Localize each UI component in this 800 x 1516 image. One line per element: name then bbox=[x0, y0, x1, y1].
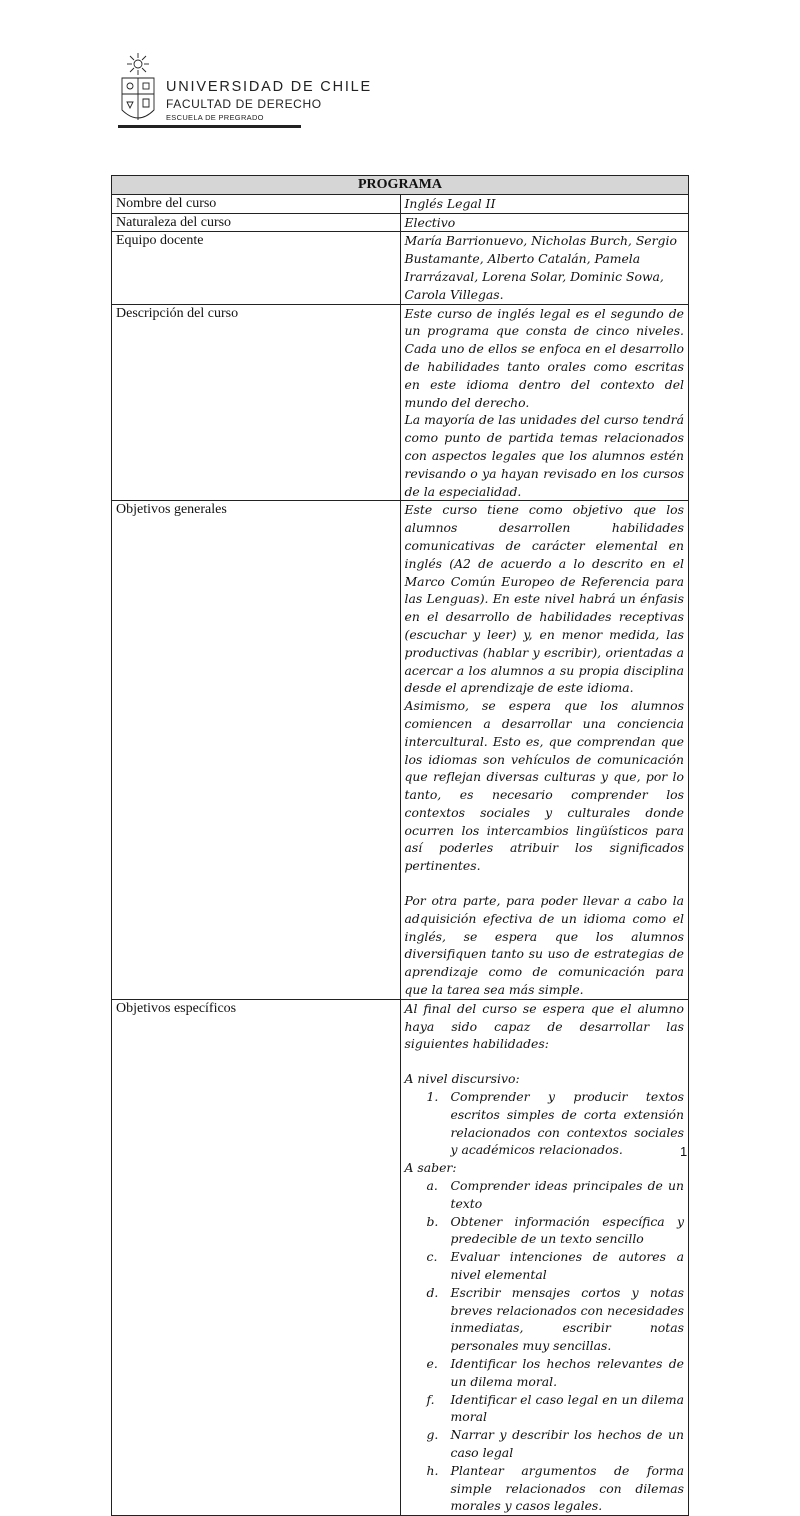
university-name: UNIVERSIDAD DE CHILE bbox=[166, 79, 373, 95]
list-item-text: Comprender ideas principales de un texto bbox=[450, 1178, 684, 1211]
list-marker: d. bbox=[426, 1284, 439, 1300]
table-row bbox=[112, 501, 689, 1000]
paragraph: Por otra parte, para poder llevar a cabo la adquisición efectiva de un idioma como el inglés, se espera que los alumnos diversifiquen tanto su uso de estrategias de aprendizaje como de comunicación para que la tarea sea más simple. bbox=[404, 893, 684, 998]
paragraph: Al final del curso se espera que el alumno haya sido capaz de desarrollar las siguientes habilidades: bbox=[404, 1000, 684, 1052]
table-title-row bbox=[112, 176, 689, 195]
list-item bbox=[405, 1248, 685, 1284]
list-marker: b. bbox=[426, 1213, 439, 1229]
list-marker: a. bbox=[426, 1178, 438, 1194]
page-number: 1 bbox=[680, 1144, 688, 1159]
list-marker: f. bbox=[426, 1391, 435, 1407]
list-marker: e. bbox=[426, 1356, 438, 1371]
table-row bbox=[112, 213, 689, 232]
paragraph: Este curso tiene como objetivo que los alumnos desarrollen habilidades comunicativas de carácter elemental en inglés (A2 de acuerdo a lo descrito en el Marco Común Europeo de Referencia para las Lenguas). En este nivel habrá un énfasis en el desarrollo de habilidades receptivas (escuchar y leer) y, en menor medida, las productivas (hablar y escribir), orientadas a acercar a los alumnos a su propia disciplina desde el aprendizaje de este idioma. bbox=[404, 502, 684, 696]
program-table bbox=[111, 175, 689, 1516]
list-item-text: Escribir mensajes cortos y notas breves relacionados con necesidades inmediatas, escribir notas personales muy sencillas. bbox=[450, 1284, 684, 1354]
list-marker: h. bbox=[426, 1462, 439, 1478]
list-item bbox=[405, 1088, 688, 1159]
table-row bbox=[112, 232, 689, 304]
table-row bbox=[112, 999, 689, 1515]
school-name: ESCUELA DE PREGRADO bbox=[166, 113, 264, 122]
list-marker: c. bbox=[426, 1249, 438, 1265]
general-objectives-value bbox=[400, 501, 689, 1000]
university-seal-icon bbox=[118, 52, 158, 128]
list-item-text: Narrar y describir los hechos de un caso legal bbox=[450, 1427, 684, 1460]
paragraph: La mayoría de las unidades del curso tendrá como punto de partida temas relacionados con aspectos legales que los alumnos estén revisando o ya hayan revisado en los cursos de la especialidad. bbox=[404, 412, 684, 499]
list-item-text: Identificar los hechos relevantes de un dilema moral. bbox=[450, 1356, 684, 1389]
list-item bbox=[405, 1213, 685, 1249]
teaching-team-value: María Barrionuevo, Nicholas Burch, Sergio Bustamante, Alberto Catalán, Pamela Irarrázaval, Lorena Solar, Dominic Sowa, Carola Villegas. bbox=[400, 232, 689, 304]
table-row bbox=[112, 194, 689, 213]
list-item bbox=[405, 1355, 685, 1391]
row-label: Descripción del curso bbox=[112, 304, 401, 501]
subheading: A nivel discursivo: bbox=[404, 1071, 520, 1087]
list-item-text: Comprender y producir textos escritos simples de corta extensión relacionados con contextos sociales y académicos relacionados. bbox=[450, 1089, 684, 1158]
list-item-text: Plantear argumentos de forma simple relacionados con dilemas morales y casos legales. bbox=[450, 1462, 684, 1514]
paragraph: Asimismo, se espera que los alumnos comiencen a desarrollar una conciencia intercultural. Esto es, que comprendan que los idiomas son vehículos de comunicación que reflejan diversas culturas y que, por lo tanto, es necesario comprender los contextos sociales y culturales donde ocurren los intercambios lingüísticos para así poderles atribuir los significados pertinentes. bbox=[404, 698, 684, 874]
row-label: Equipo docente bbox=[112, 232, 401, 304]
objectives-list bbox=[405, 1177, 685, 1515]
course-type-value: Electivo bbox=[400, 213, 689, 232]
spacer bbox=[405, 1053, 685, 1070]
list-item-text: Evaluar intenciones de autores a nivel elemental bbox=[450, 1249, 684, 1283]
list-marker: g. bbox=[426, 1427, 439, 1443]
list-item bbox=[405, 1284, 685, 1355]
row-label: Nombre del curso bbox=[112, 194, 401, 213]
paragraph: Este curso de inglés legal es el segundo de un programa que consta de cinco niveles. Cada uno de ellos se enfoca en el desarrollo de habilidades tanto orales como escritas en este idioma dentro del contexto del mundo del derecho. bbox=[404, 305, 684, 410]
row-label: Objetivos generales bbox=[112, 501, 401, 1000]
course-name-value: Inglés Legal II bbox=[400, 194, 689, 213]
row-label: Objetivos específicos bbox=[112, 999, 401, 1515]
list-item-text: Obtener información específica y predecible de un texto sencillo bbox=[450, 1213, 684, 1247]
list-item bbox=[405, 1177, 685, 1213]
spacer bbox=[405, 875, 685, 892]
header-rule bbox=[118, 125, 301, 128]
list-item bbox=[405, 1391, 685, 1427]
list-item bbox=[405, 1462, 685, 1515]
specific-objectives-value bbox=[400, 999, 689, 1515]
table-title: PROGRAMA bbox=[112, 176, 689, 195]
row-label: Naturaleza del curso bbox=[112, 213, 401, 232]
list-marker: 1. bbox=[426, 1089, 439, 1105]
list-item bbox=[405, 1426, 685, 1462]
description-value bbox=[400, 304, 689, 501]
list-item-text: Identificar el caso legal en un dilema moral bbox=[450, 1391, 684, 1425]
subheading: A saber: bbox=[404, 1160, 457, 1176]
table-row bbox=[112, 304, 689, 501]
faculty-name: FACULTAD DE DERECHO bbox=[166, 97, 322, 111]
letterhead bbox=[118, 52, 418, 132]
